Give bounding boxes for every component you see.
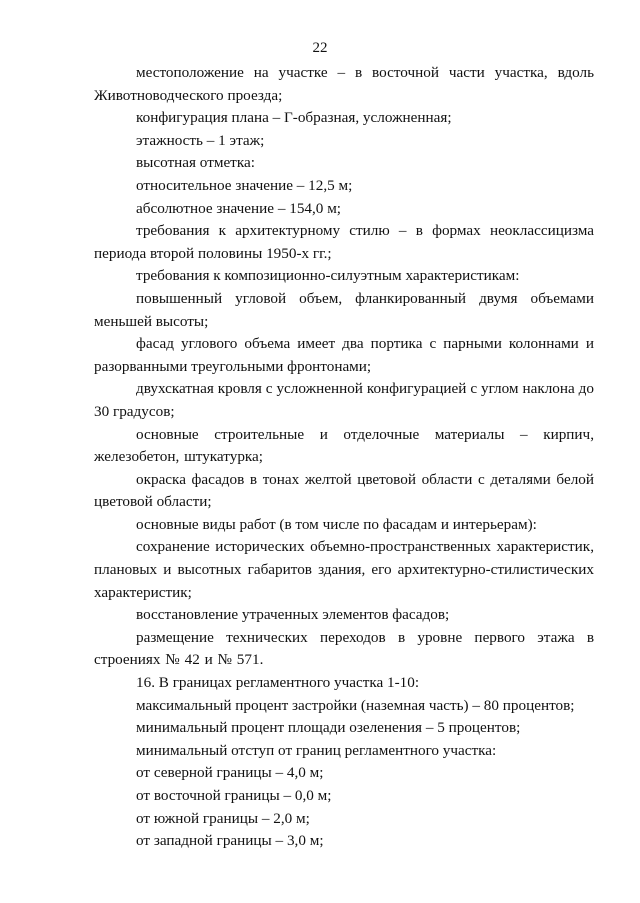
paragraph: требования к архитектурному стилю – в формах неоклассицизма периода второй половины 1950-х гг.; bbox=[94, 222, 594, 262]
paragraph: основные виды работ (в том числе по фасадам и интерьерам): bbox=[136, 515, 537, 533]
paragraph: окраска фасадов в тонах желтой цветовой области с деталями белой цветовой области; bbox=[94, 470, 594, 511]
paragraph: относительное значение – 12,5 м; bbox=[136, 176, 353, 194]
paragraph: от западной границы – 3,0 м; bbox=[136, 832, 324, 850]
paragraph: сохранение исторических объемно-пространственных характеристик, плановых и высотных габаритов здания, его архитектурно-стилистических характеристик; bbox=[94, 538, 594, 601]
paragraph: двухскатная кровля с усложненной конфигурацией с углом наклона до 30 градусов; bbox=[94, 380, 594, 420]
paragraph: от южной границы – 2,0 м; bbox=[136, 809, 310, 827]
paragraph: 16. В границах регламентного участка 1-10: bbox=[136, 674, 420, 692]
paragraph: повышенный угловой объем, фланкированный двумя объемами меньшей высоты; bbox=[94, 289, 594, 330]
paragraph: требования к композиционно-силуэтным характеристикам: bbox=[136, 267, 520, 285]
paragraph: минимальный отступ от границ регламентного участка: bbox=[136, 741, 497, 759]
paragraph: размещение технических переходов в уровне первого этажа в строениях № 42 и № 571. bbox=[94, 628, 594, 669]
paragraph: восстановление утраченных элементов фасадов; bbox=[136, 606, 450, 624]
document-body bbox=[94, 62, 594, 853]
paragraph: от восточной границы – 0,0 м; bbox=[136, 787, 332, 804]
paragraph: абсолютное значение – 154,0 м; bbox=[136, 199, 342, 217]
paragraph: конфигурация плана – Г-образная, усложненная; bbox=[136, 109, 452, 127]
paragraph: фасад углового объема имеет два портика с парными колоннами и разорванными треугольными фронтонами; bbox=[94, 335, 594, 375]
paragraph: от северной границы – 4,0 м; bbox=[136, 764, 324, 782]
paragraph: местоположение на участке – в восточной части участка, вдоль Животноводческого проезда; bbox=[94, 64, 594, 104]
paragraph: основные строительные и отделочные материалы – кирпич, железобетон, штукатурка; bbox=[94, 425, 594, 466]
paragraph: высотная отметка: bbox=[136, 154, 255, 172]
paragraph: этажность – 1 этаж; bbox=[136, 131, 265, 149]
paragraph: минимальный процент площади озеленения – 5 процентов; bbox=[136, 719, 521, 737]
paragraph: максимальный процент застройки (наземная часть) – 80 процентов; bbox=[136, 696, 575, 714]
page-number: 22 bbox=[312, 40, 328, 56]
